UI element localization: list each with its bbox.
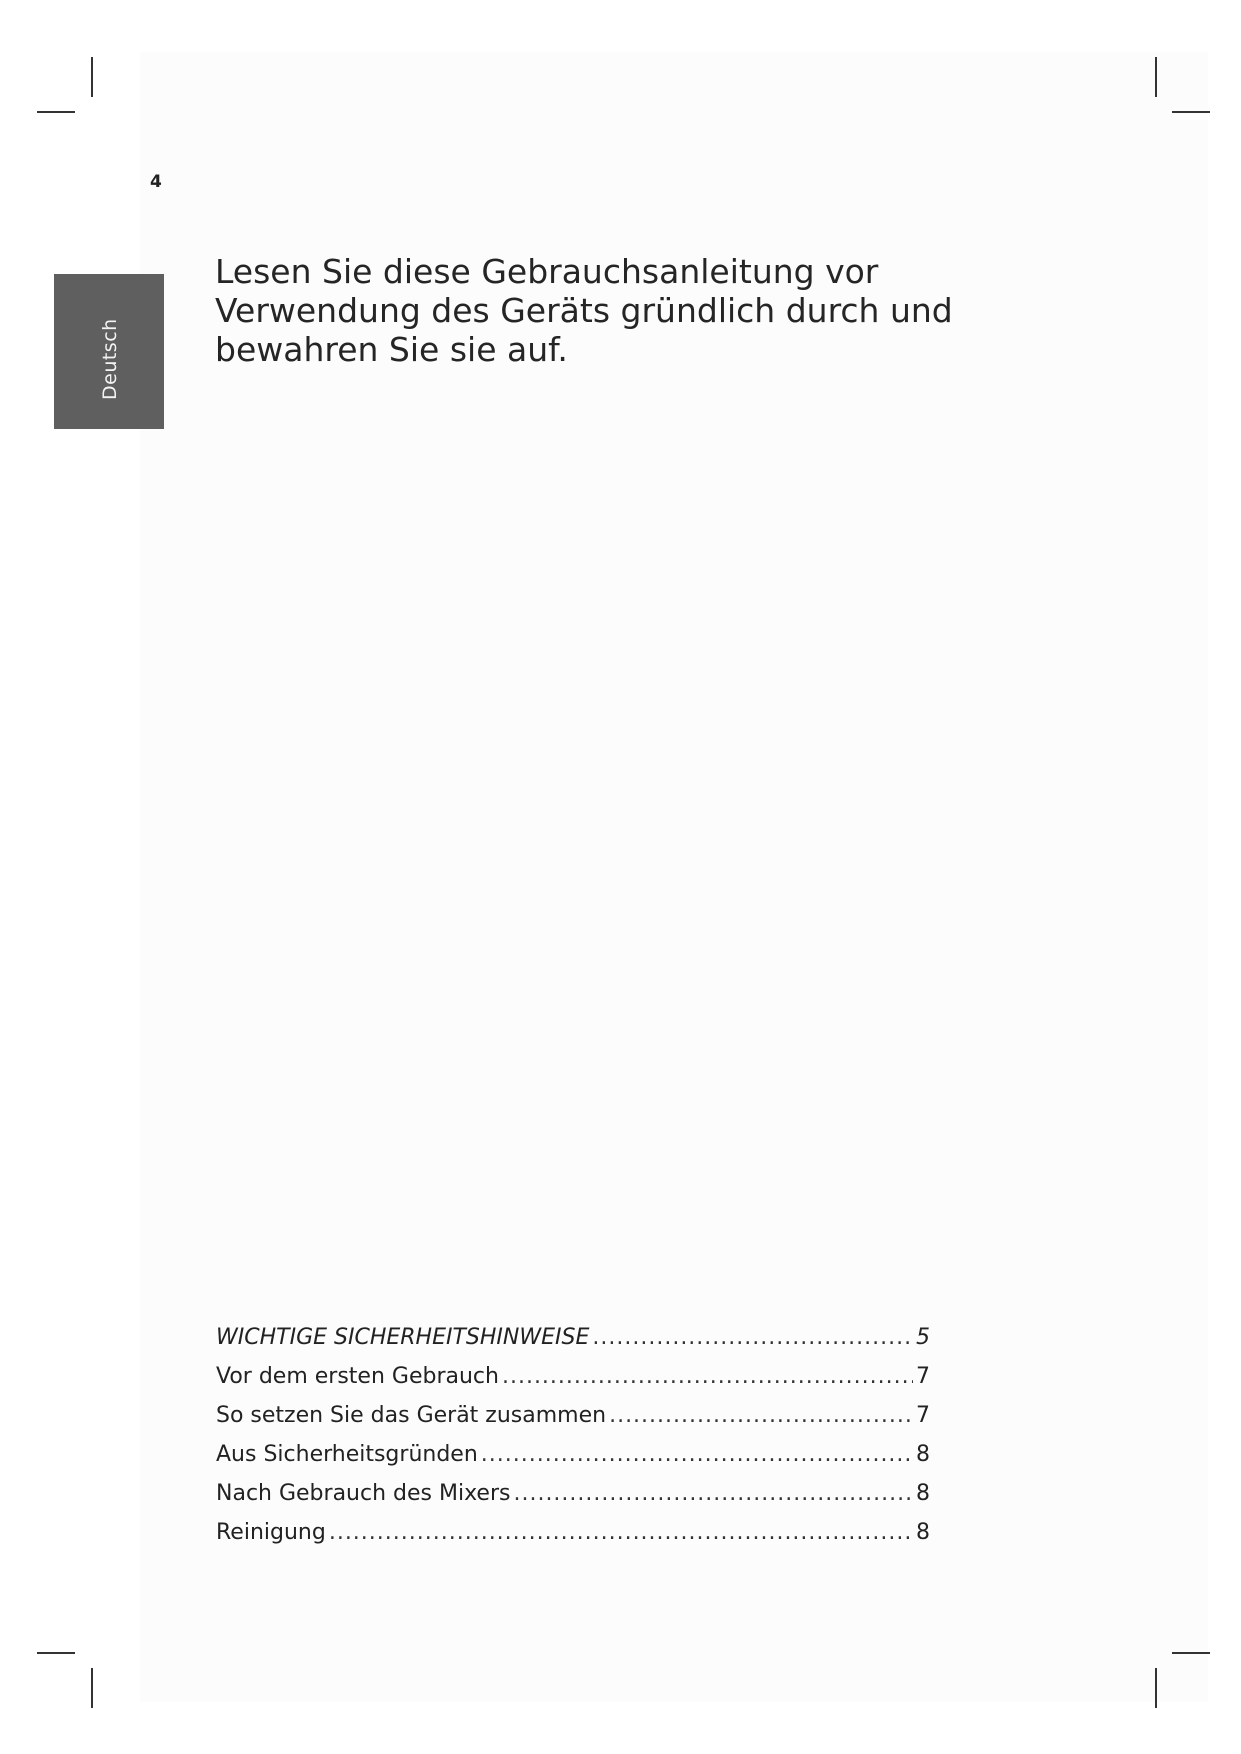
toc-entry-title: WICHTIGE SICHERHEITSHINWEISE [216, 1325, 590, 1350]
language-tab-label: Deutsch [99, 318, 121, 400]
toc-entry[interactable] [216, 1481, 930, 1520]
toc-entry-title: Vor dem ersten Gebrauch [216, 1364, 499, 1389]
toc-entry-page: 7 [916, 1364, 930, 1389]
headline-line-1: Lesen Sie diese Gebrauchsanleitung vor [215, 252, 879, 291]
page-number: 4 [150, 172, 162, 192]
toc-entry-page: 8 [916, 1481, 930, 1506]
toc-entry-title: Nach Gebrauch des Mixers [216, 1481, 511, 1506]
toc-entry[interactable] [216, 1325, 930, 1364]
toc-entry-title: Aus Sicherheitsgründen [216, 1442, 478, 1467]
toc-leader-dots [592, 1325, 913, 1350]
toc-leader-dots [609, 1403, 913, 1428]
toc-leader-dots [329, 1520, 913, 1545]
toc-entry[interactable] [216, 1442, 930, 1481]
headline-line-2: Verwendung des Geräts gründlich durch und [215, 291, 953, 330]
toc-leader-dots [481, 1442, 913, 1467]
crop-mark-bottom-left-horizontal [37, 1652, 75, 1654]
crop-mark-top-right-vertical [1155, 57, 1157, 97]
table-of-contents [216, 1325, 930, 1559]
toc-entry-title: So setzen Sie das Gerät zusammen [216, 1403, 607, 1428]
crop-mark-top-left-vertical [91, 57, 93, 97]
crop-mark-bottom-right-horizontal [1172, 1652, 1210, 1654]
headline-line-3: bewahren Sie sie auf. [215, 330, 568, 369]
crop-mark-bottom-right-vertical [1155, 1668, 1157, 1708]
toc-entry[interactable] [216, 1364, 930, 1403]
crop-mark-bottom-left-vertical [91, 1668, 93, 1708]
crop-mark-top-left-horizontal [37, 111, 75, 113]
toc-entry[interactable] [216, 1403, 930, 1442]
toc-entry[interactable] [216, 1520, 930, 1559]
toc-entry-title: Reinigung [216, 1520, 326, 1545]
toc-leader-dots [513, 1481, 913, 1506]
crop-mark-top-right-horizontal [1172, 111, 1210, 113]
toc-entry-page: 8 [916, 1442, 930, 1467]
toc-entry-page: 5 [916, 1325, 930, 1350]
toc-entry-page: 7 [916, 1403, 930, 1428]
page-headline [215, 252, 975, 369]
toc-entry-page: 8 [916, 1520, 930, 1545]
toc-leader-dots [502, 1364, 913, 1389]
